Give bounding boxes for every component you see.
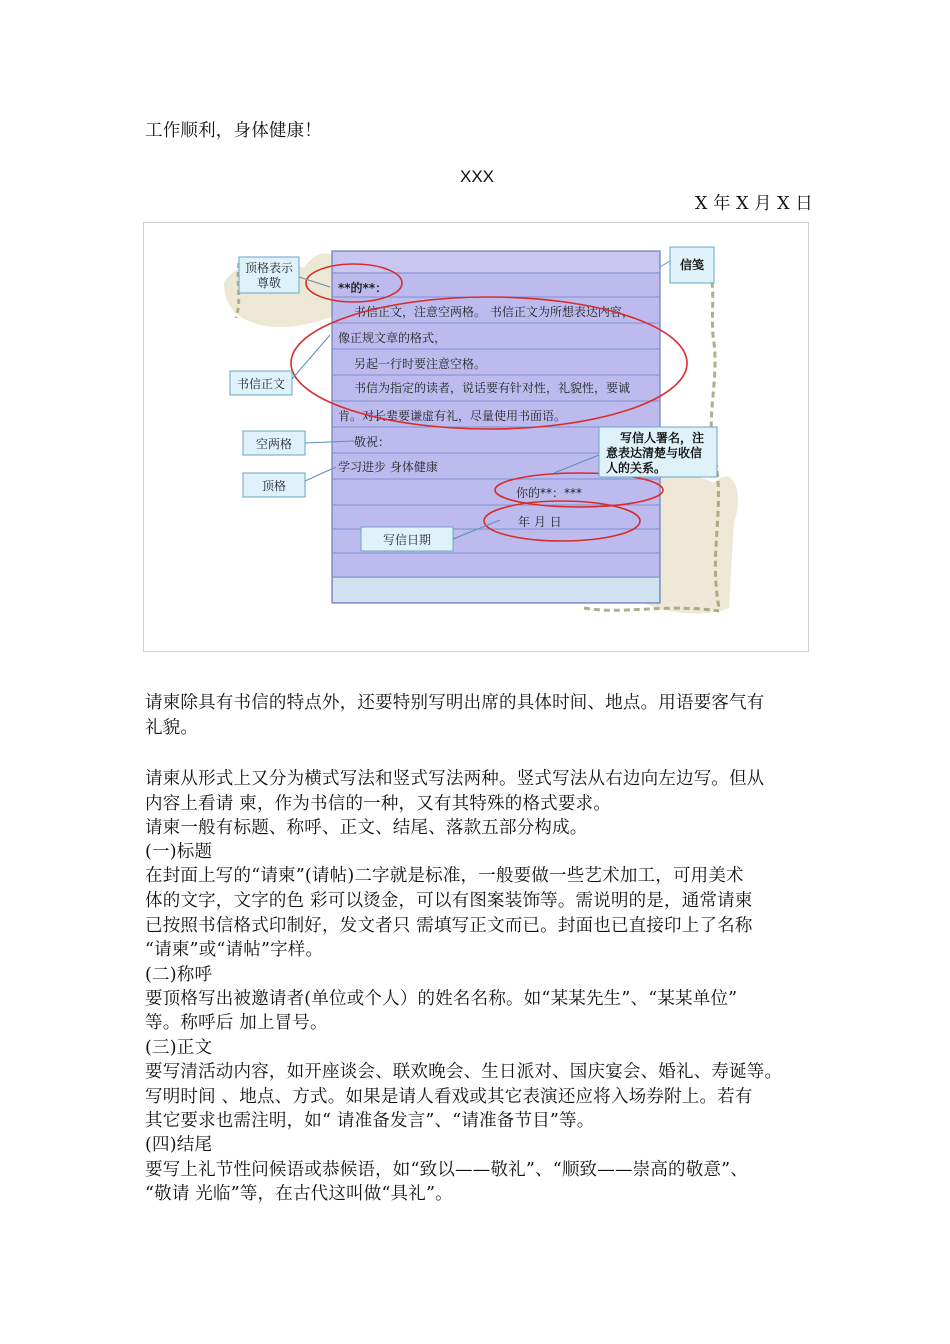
- paragraph-line: 写明时间 、地点、方式。如果是请人看戏或其它表演还应将入场券附上。若有: [145, 1087, 753, 1107]
- svg-text:书信正文: 书信正文: [237, 377, 286, 391]
- letter-format-diagram: [144, 223, 808, 651]
- svg-text:尊敬: 尊敬: [257, 276, 282, 290]
- svg-text:意表达清楚与收信: 意表达清楚与收信: [606, 446, 703, 460]
- paragraph-line: 其它要求也需注明，如“ 请准备发言”、“请准备节目”等。: [145, 1111, 595, 1131]
- letter-format-figure: [143, 222, 809, 652]
- paragraph-line: 等。称呼后 加上冒号。: [145, 1013, 328, 1033]
- svg-text:信笺: 信笺: [680, 258, 705, 272]
- row-body-3: 另起一行时要注意空格。: [354, 357, 487, 371]
- date: X 年 X 月 X 日: [695, 194, 813, 214]
- paragraph-line: 已按照书信格式印制好，发文者只 需填写正文而已。封面也已直接印上了名称: [145, 916, 753, 936]
- paragraph-line: 在封面上写的“请柬”(请帖)二字就是标准，一般要做一些艺术加工，可用美术: [145, 866, 744, 886]
- svg-text:人的关系。: 人的关系。: [606, 461, 667, 475]
- paragraph-line: 要写清活动内容，如开座谈会、联欢晚会、生日派对、国庆宴会、婚礼、寿诞等。: [145, 1062, 783, 1082]
- svg-text:顶格表示: 顶格表示: [245, 261, 294, 275]
- signature: XXX: [460, 167, 495, 186]
- row-salutation: **的**：: [338, 281, 388, 295]
- callout-letter-paper: [660, 247, 714, 283]
- row-body-2: 像正规文章的格式，: [338, 331, 447, 345]
- row-body-5: 肯。对长辈要谦虚有礼，尽量使用书面语。: [338, 409, 567, 423]
- paper-top-band: [333, 252, 659, 272]
- section-heading: (四)结尾: [145, 1135, 213, 1155]
- closing-line: 工作顺利，身体健康！: [145, 121, 322, 141]
- svg-text:写信日期: 写信日期: [383, 533, 432, 547]
- row-yours: 你的**：***: [516, 486, 583, 500]
- paragraph-line: 体的文字，文字的色 彩可以烫金，可以有图案装饰等。需说明的是，通常请柬: [145, 891, 753, 911]
- paragraph-line: 要顶格写出被邀请者(单位或个人）的姓名名称。如“某某先生”、“某某单位”: [145, 989, 738, 1009]
- row-body-1: 书信正文，注意空两格。 书信正文为所想表达内容，: [354, 305, 634, 319]
- paragraph-line: 请柬一般有标题、称呼、正文、结尾、落款五部分构成。: [145, 818, 588, 838]
- callout-top-indent: [243, 467, 336, 497]
- row-jingzhu: 敬祝：: [354, 435, 391, 449]
- svg-text:空两格: 空两格: [256, 437, 293, 451]
- svg-text:写信人署名，注: 写信人署名，注: [620, 431, 705, 445]
- paragraph-line: “敬请 光临”等，在古代这叫做“具礼”。: [145, 1184, 453, 1204]
- paragraph-line: 请柬从形式上又分为横式写法和竖式写法两种。竖式写法从右边向左边写。但从: [145, 769, 765, 789]
- callout-body-text: [230, 335, 330, 395]
- section-heading: (三)正文: [145, 1038, 213, 1058]
- paper-bottom-band: [333, 578, 659, 602]
- paragraph-line: 请柬除具有书信的特点外，还要特别写明出席的具体时间、地点。用语要客气有: [145, 693, 765, 713]
- paragraph-line: 内容上看请 柬，作为书信的一种，又有其特殊的格式要求。: [145, 794, 611, 814]
- paragraph-line: 要写上礼节性问候语或恭候语，如“致以——敬礼”、“顺致——崇高的敬意”、: [145, 1160, 748, 1180]
- paragraph-line: “请柬”或“请帖”字样。: [145, 940, 324, 960]
- paragraph-line: 礼貌。: [145, 718, 199, 738]
- row-ymd: 年 月 日: [518, 515, 562, 529]
- section-heading: (二)称呼: [145, 965, 213, 985]
- svg-text:顶格: 顶格: [262, 479, 287, 493]
- row-body-4: 书信为指定的读者，说话要有针对性，礼貌性，要诚: [354, 381, 631, 395]
- row-wishes: 学习进步 身体健康: [338, 460, 438, 474]
- section-heading: (一)标题: [145, 842, 213, 862]
